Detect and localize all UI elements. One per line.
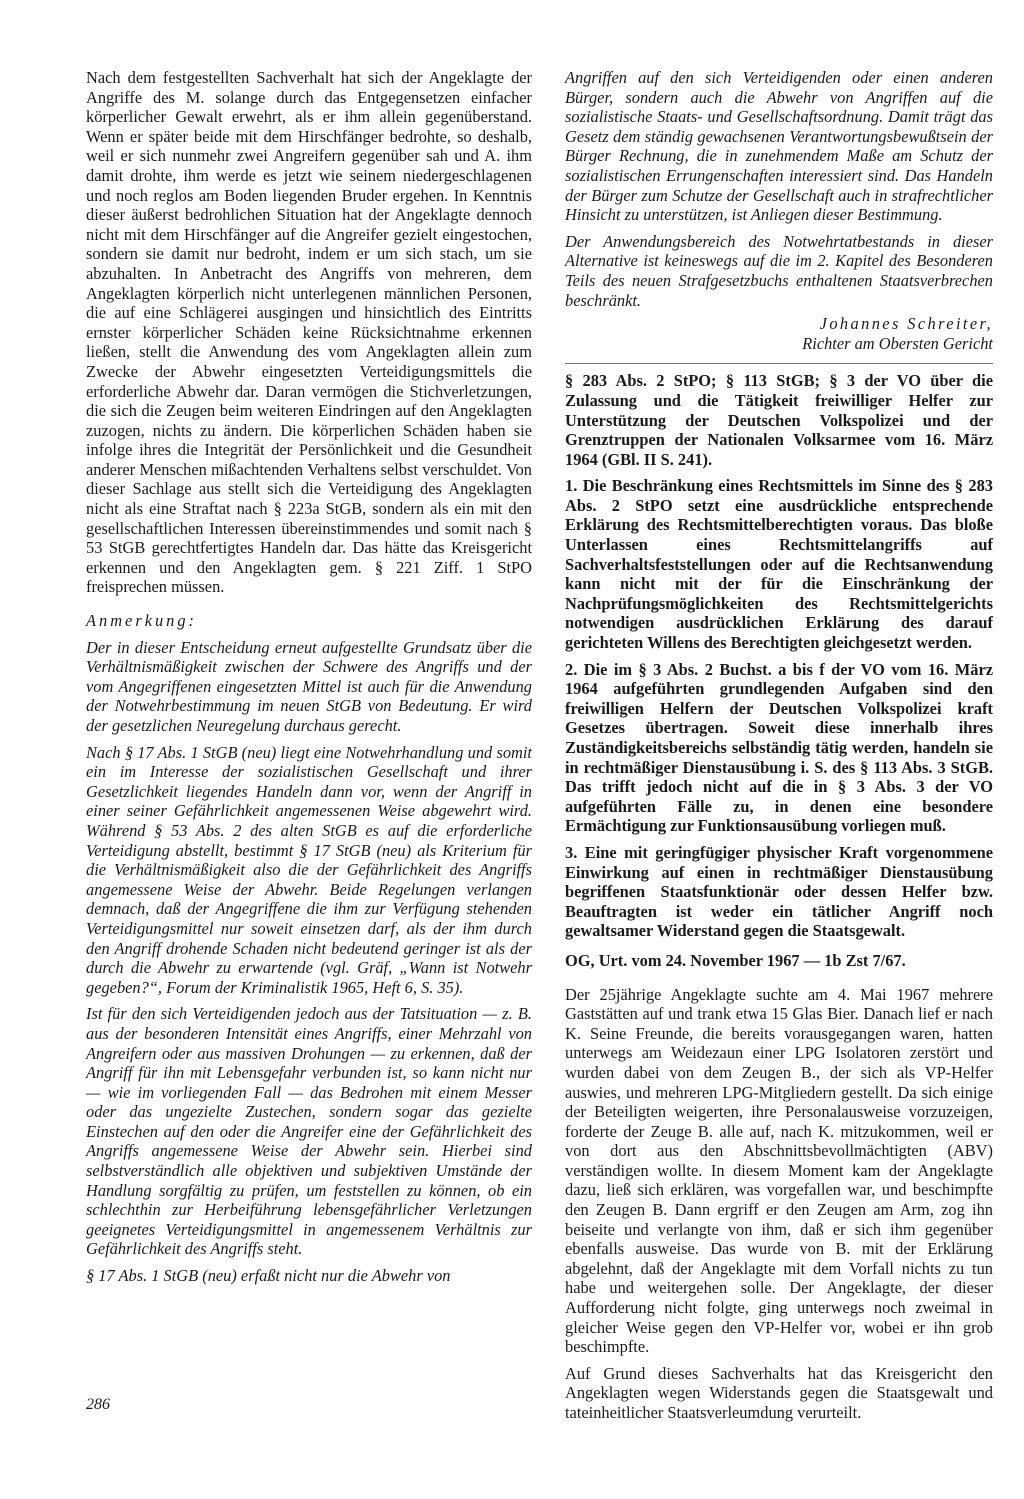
author-signature: [565, 314, 993, 353]
headnote-2: 2. Die im § 3 Abs. 2 Buchst. a bis f der VO vom 16. März 1964 aufgeführten grundlegenden Aufgaben sind den freiwilligen Helfern der Deutschen Volkspolizei kraft Gesetzes übertragen. Soweit diese innerhalb ihres Zuständigkeitsbereichs selbständig tätig werden, handeln sie in rechtmäßiger Dienstausübung i. S. des § 113 Abs. 3 StGB. Das trifft jedoch nicht auf die in § 3 Abs. 3 der VO aufgeführten Fälle zu, in denen eine besondere Ermächtigung zur Funktionsausübung vorliegen muß.: [565, 659, 993, 836]
left-column: [86, 68, 532, 1286]
page-number: 286: [86, 1396, 110, 1413]
annotation-paragraph-3: Ist für den sich Verteidigenden jedoch aus der Tatsituation — z. B. aus der besonderen Intensität eines Angriffs, einer Mehrzahl von Angreifern oder aus massiven Drohungen — zu erkennen, daß der Angriff für ihn mit Lebensgefahr verbunden ist, so kann nicht nur — wie im vorliegenden Fall — das Bedrohen mit einem Messer oder das ungezielte Zustechen, sondern sogar das gezielte Einstechen auf den oder die Angreifer eine der Gefährlichkeit des Angriffs angemessene Weise der Abwehr sein. Hierbei sind selbstverständlich alle objektiven und subjektiven Umstände der Handlung sorgfältig zu prüfen, um feststellen zu können, ob ein schlechthin zur Herbeiführung lebensgefährlicher Verletzungen geeignetes Verteidigungsmittel in angemessenem Verhältnis zur Gefährlichkeit des Angriffs steht.: [86, 1004, 532, 1259]
section-divider: [565, 363, 993, 364]
annotation-heading: Anmerkung:: [86, 611, 198, 631]
annotation-closing-paragraph: Der Anwendungsbereich des Notwehrtatbestands in dieser Alternative ist keineswegs auf die im 2. Kapitel des Besonderen Teils des neuen Strafgesetzbuchs enthaltenen Staatsverbrechen beschränkt.: [565, 231, 993, 310]
annotation-paragraph-4: § 17 Abs. 1 StGB (neu) erfaßt nicht nur die Abwehr von: [86, 1266, 451, 1286]
author-title: Richter am Obersten Gericht: [802, 333, 993, 353]
facts-paragraph: Der 25jährige Angeklagte suchte am 4. Mai 1967 mehrere Gaststätten auf und trank etwa 15 Glas Bier. Danach lief er nach K. Seine Freunde, die bereits vorausgegangen waren, hatten unterwegs am Weidezaun einer LPG Isolatoren zerstört und wurden dabei von dem Zeugen B., der sich als VP-Helfer auswies, und mehreren LPG-Mitgliedern gestellt. Da sich einige der Beteiligten weigerten, ihre Personalausweise vorzuzeigen, forderte der Zeuge B. alle auf, nach K. mitzukommen, weil er von dort aus den Abschnittsbevollmächtigten (ABV) verständigen wollte. In diesem Moment kam der Angeklagte dazu, ließ sich erklären, was vorgefallen war, und beschimpfte den Zeugen B. Dann ergriff er den Zeugen am Arm, zog ihn beiseite und verlangte von ihm, daß er sich ihm gegenüber ebenfalls ausweise. Das wurde von B. mit der Erklärung abgelehnt, daß der Angeklagte mit dem Vorfall nichts zu tun habe und weitergehen solle. Der Angeklagte, der dieser Aufforderung nicht folgte, ging unterwegs noch zweimal in gleicher Weise gegen den VP-Helfer vor, wobei er ihn grob beschimpfte.: [565, 984, 993, 1357]
court-decision-reference: OG, Urt. vom 24. November 1967 — 1b Zst 7/67.: [565, 950, 906, 970]
headnote-1: 1. Die Beschränkung eines Rechtsmittels im Sinne des § 283 Abs. 2 StPO setzt eine ausdrückliche entsprechende Erklärung des Rechtsmittelberechtigten voraus. Das bloße Unterlassen eines Rechtsmittelangriffs auf Sachverhaltsfeststellungen oder auf die Rechtsanwendung kann nicht mit der für die Einschränkung der Nachprüfungsmöglichkeiten des Rechtsmittelgerichts notwendigen ausdrücklichen Erklärung des darauf gerichteten Willens des Berechtigten gleichgesetzt werden.: [565, 476, 993, 653]
annotation-paragraph-1: Der in dieser Entscheidung erneut aufgestellte Grundsatz über die Verhältnismäßigkeit zwischen der Schwere des Angriffs und der vom Angegriffenen eingesetzten Mittel ist auch für die Anwendung der Notwehrbestimmung im neuen StGB von Bedeutung. Er wird der gesetzlichen Neuregelung durchaus gerecht.: [86, 637, 532, 735]
headnote-3: 3. Eine mit geringfügiger physischer Kraft vorgenommene Einwirkung auf einen in rechtmäßiger Dienstausübung begriffenen Staatsfunktionär oder dessen Helfer bzw. Beauftragten ist weder ein tätlicher Angriff noch gewaltsamer Widerstand gegen die Staatsgewalt.: [565, 842, 993, 941]
statute-reference: § 283 Abs. 2 StPO; § 113 StGB; § 3 der VO über die Zulassung und die Tätigkeit freiwilliger Helfer zur Unterstützung der Deutschen Volkspolizei und der Grenztruppen der Nationalen Volksarmee vom 16. März 1964 (GBl. II S. 241).: [565, 371, 993, 469]
lower-court-paragraph: Auf Grund dieses Sachverhalts hat das Kreisgericht den Angeklagten wegen Widerstands gegen die Staatsgewalt und tateinheitlicher Staatsverleumdung verurteilt.: [565, 1363, 993, 1422]
annotation-paragraph-2: Nach § 17 Abs. 1 StGB (neu) liegt eine Notwehrhandlung und somit ein im Interesse der sozialistischen Gesellschaft und ihrer Gesetzlichkeit liegendes Handeln dann vor, wenn der Angriff in einer seiner Gefährlichkeit angemessenen Weise abgewehrt wird. Während § 53 Abs. 2 des alten StGB es auf die erforderliche Verteidigung abstellt, bestimmt § 17 StGB (neu) als Kriterium für die Verhältnismäßigkeit also die der Gefährlichkeit des Angriffs angemessene Weise der Abwehr. Beide Regelungen verlangen demnach, daß der Angegriffene die ihm zur Verfügung stehenden Verteidigungsmittel nur soweit einsetzen darf, als der ihm durch den Angriff drohende Schaden nicht bedeutend geringer ist als der durch die Abwehr zu erwartende (vgl. Gräf, „Wann ist Notwehr gegeben?“, Forum der Kriminalistik 1965, Heft 6, S. 35).: [86, 742, 532, 997]
author-name: Johannes Schreiter,: [819, 314, 993, 334]
judgment-reasoning-paragraph: Nach dem festgestellten Sachverhalt hat sich der Angeklagte der Angriffe des M. solange durch das Entgegensetzen einfacher körperlicher Gewalt erwehrt, als er ihm allein gegenüberstand. Wenn er später beide mit dem Hirschfänger bedrohte, so deshalb, weil er sich nunmehr zwei Angreifern gegenüber sah und A. ihm damit drohte, ihm werde es jetzt wie seinem niedergeschlagenen und noch reglos am Boden liegenden Bruder ergehen. In Kenntnis dieser äußerst bedrohlichen Situation hat der Angeklagte dennoch nicht mit dem Hirschfänger auf die Angreifer gezielt eingestochen, sondern sie damit nur bedroht, indem er um sich stach, um sie abzuhalten. In Anbetracht des Angriffs von mehreren, dem Angeklagten körperlich nicht unterlegenen männlichen Personen, die auf eine Schlägerei ausgingen und hinsichtlich des Eintritts ernster körperlicher Schäden keine Rücksichtnahme erkennen ließen, stellt die Anwendung des vom Angeklagten allein zum Zwecke der Abwehr eingesetzten Verteidigungsmittels die erforderliche Abwehr dar. Daran vermögen die Stichverletzungen, die sich die Zeugen beim weiteren Eindringen auf den Angeklagten zuzogen, nichts zu ändern. Die körperlichen Schäden haben sie infolge ihres die Integrität der Persönlichkeit und die Gesundheit anderer Menschen mißachtenden Verhaltens selbst verschuldet. Von dieser Sachlage aus stellt sich die Verteidigung des Angeklagten nicht als eine Straftat nach § 223a StGB, sondern als ein mit den gesellschaftlichen Interessen übereinstimmendes und somit nach § 53 StGB gerechtfertigtes Handeln dar. Das hätte das Kreisgericht erkennen und den Angeklagten gem. § 221 Ziff. 1 StPO freisprechen müssen.: [86, 68, 532, 597]
right-column: [565, 68, 993, 1423]
annotation-continuation-paragraph: Angriffen auf den sich Verteidigenden oder einen anderen Bürger, sondern auch die Abwehr von Angriffen auf die sozialistische Staats- und Gesellschaftsordnung. Damit trägt das Gesetz dem ständig gewachsenen Verantwortungsbewußtsein der Bürger Rechnung, die in zunehmendem Maße am Schutz der sozialistischen Errungenschaften interessiert sind. Das Handeln der Bürger zum Schutze der Gesellschaft auch in strafrechtlicher Hinsicht zu unterstützen, ist Anliegen dieser Bestimmung.: [565, 68, 993, 225]
